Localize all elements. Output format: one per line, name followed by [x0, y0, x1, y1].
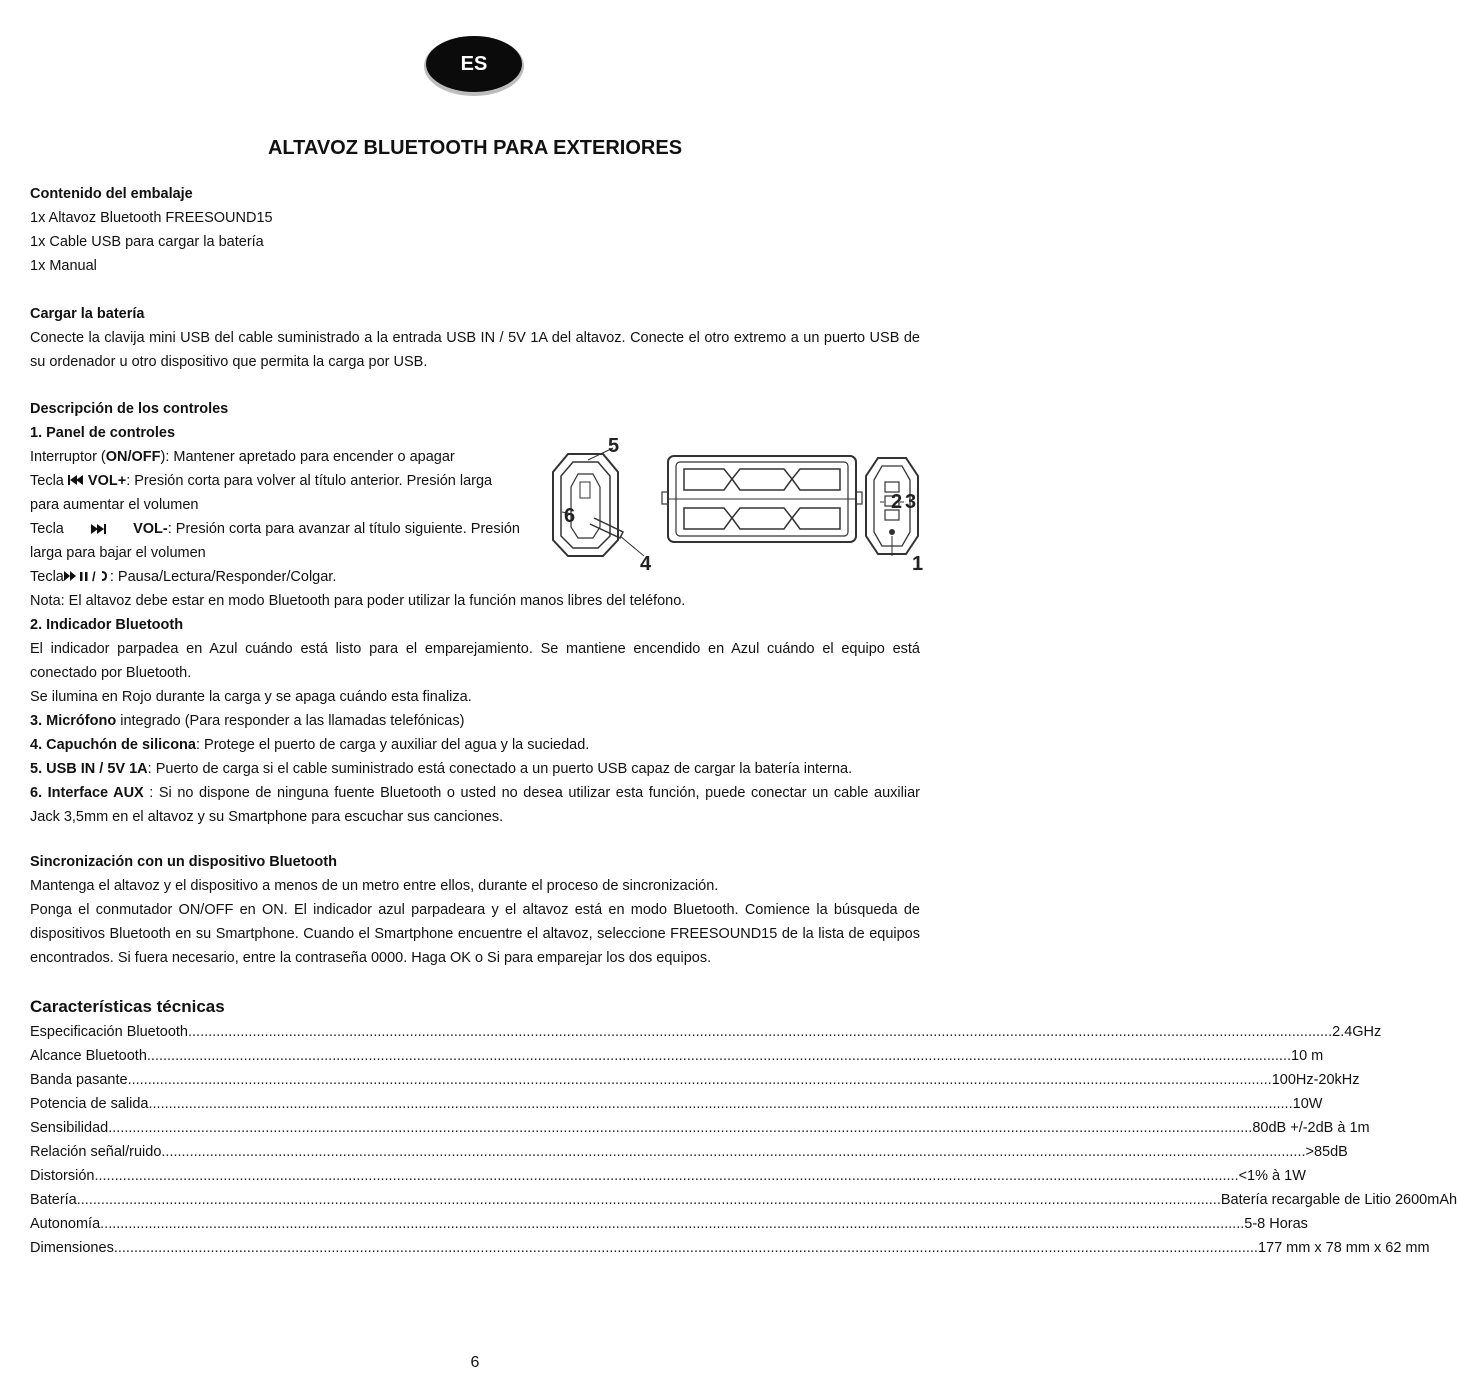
spec-row — [30, 1020, 1382, 1044]
spec-label: Relación señal/ruido — [30, 1144, 162, 1160]
note-text: Nota: El altavoz debe estar en modo Bluetooth para poder utilizar la función manos libres del teléfono. — [30, 593, 686, 609]
spec-label: Batería — [30, 1192, 77, 1208]
spec-label: Sensibilidad — [30, 1120, 109, 1136]
spec-row — [30, 1044, 1324, 1068]
spec-value: <1% à 1W — [1238, 1168, 1306, 1184]
sync-heading: Sincronización con un dispositivo Bluetooth — [30, 854, 337, 870]
spec-dots — [77, 1188, 1221, 1212]
tecla-label: Tecla — [30, 521, 64, 537]
diagram-label-4: 4 — [640, 553, 652, 575]
spec-dots — [149, 1092, 1293, 1116]
spec-row — [30, 1116, 1370, 1140]
language-badge-label: ES — [426, 36, 522, 92]
package-heading: Contenido del embalaje — [30, 186, 193, 202]
mic-label: 3. Micrófono — [30, 713, 117, 729]
mic-line — [30, 709, 920, 733]
speaker-front — [662, 456, 862, 542]
spec-dots — [108, 1116, 1252, 1140]
volup-desc: : Presión corta para volver al título anterior. Presión larga para aumentar el volumen — [30, 473, 493, 513]
charge-section — [30, 302, 920, 374]
speaker-diagram — [528, 432, 924, 577]
charge-heading: Cargar la batería — [30, 306, 145, 322]
spec-row — [30, 1212, 1308, 1236]
usb-line — [30, 757, 920, 781]
spec-label: Distorsión — [30, 1168, 95, 1184]
package-item: 1x Manual — [30, 258, 97, 274]
spec-dots — [188, 1020, 1332, 1044]
spec-row — [30, 1188, 1457, 1212]
spec-dots — [147, 1044, 1291, 1068]
spec-row — [30, 1140, 1348, 1164]
spec-label: Dimensiones — [30, 1240, 114, 1256]
diagram-label-6: 6 — [564, 505, 576, 527]
tecla-label: Tecla — [30, 473, 64, 489]
usb-desc: : Puerto de carga si el cable suministrado está conectado a un puerto USB capaz de cargar la batería interna. — [147, 761, 853, 777]
cap-line — [30, 733, 920, 757]
diagram-label-5: 5 — [608, 435, 620, 457]
volup-line — [30, 469, 520, 517]
spec-dots — [128, 1068, 1272, 1092]
package-section — [30, 182, 273, 278]
spec-row — [30, 1164, 1306, 1188]
spec-value: 5-8 Horas — [1244, 1216, 1308, 1232]
spec-label: Banda pasante — [30, 1072, 128, 1088]
voldown-line — [30, 517, 520, 541]
spec-value: 80dB +/-2dB à 1m — [1252, 1120, 1370, 1136]
voldown-desc-cont: larga para bajar el volumen — [30, 545, 206, 561]
page-title: ALTAVOZ BLUETOOTH PARA EXTERIORES — [267, 137, 683, 159]
onoff-label: ON/OFF — [105, 449, 161, 465]
spec-dots — [161, 1140, 1305, 1164]
package-item: 1x Altavoz Bluetooth FREESOUND15 — [30, 210, 273, 226]
page-number: 6 — [470, 1354, 480, 1371]
play-pause-phone-icon — [64, 569, 110, 583]
voldown-label: VOL- — [133, 521, 168, 537]
aux-desc: : Si no dispone de ninguna fuente Bluetooth o usted no desea utilizar esta función, puede conectar un cable auxiliar Jack 3,5mm en el altavoz y su Smartphone para escuchar sus canciones. — [30, 785, 920, 825]
spec-label: Alcance Bluetooth — [30, 1048, 147, 1064]
spec-value: 10 m — [1291, 1048, 1324, 1064]
sync-text: Mantenga el altavoz y el dispositivo a menos de un metro entre ellos, durante el proceso de sincronización. — [30, 878, 719, 894]
previous-track-icon — [68, 474, 84, 486]
onoff-desc: ): Mantener apretado para encender o apagar — [160, 449, 455, 465]
sync-section — [30, 850, 920, 970]
sync-text: Ponga el conmutador ON/OFF en ON. El indicador azul parpadeara y el altavoz está en modo Bluetooth. Comience la búsqueda de dispositivos Bluetooth en su Smartphone. Cuando el Smartphone encuentre el altavoz, seleccione FREESOUND15 de la lista de equipos encontrados. Si fuera necesario, entre la contraseña 0000. Haga OK o Si para emparejar los dos equipos. — [30, 902, 920, 966]
onoff-pre: Interruptor ( — [30, 449, 106, 465]
cap-label: 4. Capuchón de silicona — [30, 737, 196, 753]
spec-value: 177 mm x 78 mm x 62 mm — [1257, 1240, 1430, 1256]
indicator-heading: 2. Indicador Bluetooth — [30, 617, 184, 633]
spec-value: 2.4GHz — [1332, 1024, 1382, 1040]
cap-desc: : Protege el puerto de carga y auxiliar del agua y la suciedad. — [195, 737, 590, 753]
indicator-text: El indicador parpadea en Azul cuándo está listo para el emparejamiento. Se mantiene encendido en Azul cuándo el equipo está conectado por Bluetooth. — [30, 641, 920, 681]
charge-text: Conecte la clavija mini USB del cable suministrado a la entrada USB IN / 5V 1A del altavoz. Conecte el otro extremo a un puerto USB de su ordenador u otro dispositivo que permita la carga por USB. — [30, 330, 920, 370]
diagram-label-1: 1 — [912, 553, 924, 575]
spec-value: >85dB — [1305, 1144, 1348, 1160]
next-track-icon — [90, 523, 106, 535]
spec-dots — [94, 1164, 1238, 1188]
panel-heading: 1. Panel de controles — [30, 425, 176, 441]
voldown-desc: : Presión corta para avanzar al título siguiente. Presión — [167, 521, 520, 537]
play-desc: : Pausa/Lectura/Responder/Colgar. — [109, 569, 337, 585]
spec-label: Especificación Bluetooth — [30, 1024, 188, 1040]
spec-value: Batería recargable de Litio 2600mAh — [1220, 1192, 1457, 1208]
spec-row — [30, 1068, 1360, 1092]
diagram-label-2: 2 — [891, 491, 903, 513]
indicator-text-red: Se ilumina en Rojo durante la carga y se apaga cuándo esta finaliza. — [30, 689, 472, 705]
diagram-label-3: 3 — [905, 491, 917, 513]
specs-section — [30, 994, 1457, 1260]
mic-desc: integrado (Para responder a las llamadas telefónicas) — [116, 713, 465, 729]
language-badge — [424, 36, 524, 96]
spec-row — [30, 1092, 1323, 1116]
specs-heading: Características técnicas — [30, 997, 225, 1016]
aux-line — [30, 781, 920, 829]
spec-label: Autonomía — [30, 1216, 101, 1232]
volup-label: VOL+ — [87, 473, 127, 489]
controls-heading: Descripción de los controles — [30, 401, 229, 417]
aux-label: 6. Interface AUX — [30, 785, 144, 801]
usb-label: 5. USB IN / 5V 1A — [30, 761, 148, 777]
spec-value: 100Hz-20kHz — [1271, 1072, 1360, 1088]
spec-dots — [114, 1236, 1258, 1260]
spec-dots — [100, 1212, 1244, 1236]
spec-value: 10W — [1292, 1096, 1323, 1112]
tecla-label: Tecla — [30, 569, 64, 585]
package-item: 1x Cable USB para cargar la batería — [30, 234, 264, 250]
spec-label: Potencia de salida — [30, 1096, 149, 1112]
svg-text:/: / — [91, 569, 96, 584]
spec-row — [30, 1236, 1430, 1260]
